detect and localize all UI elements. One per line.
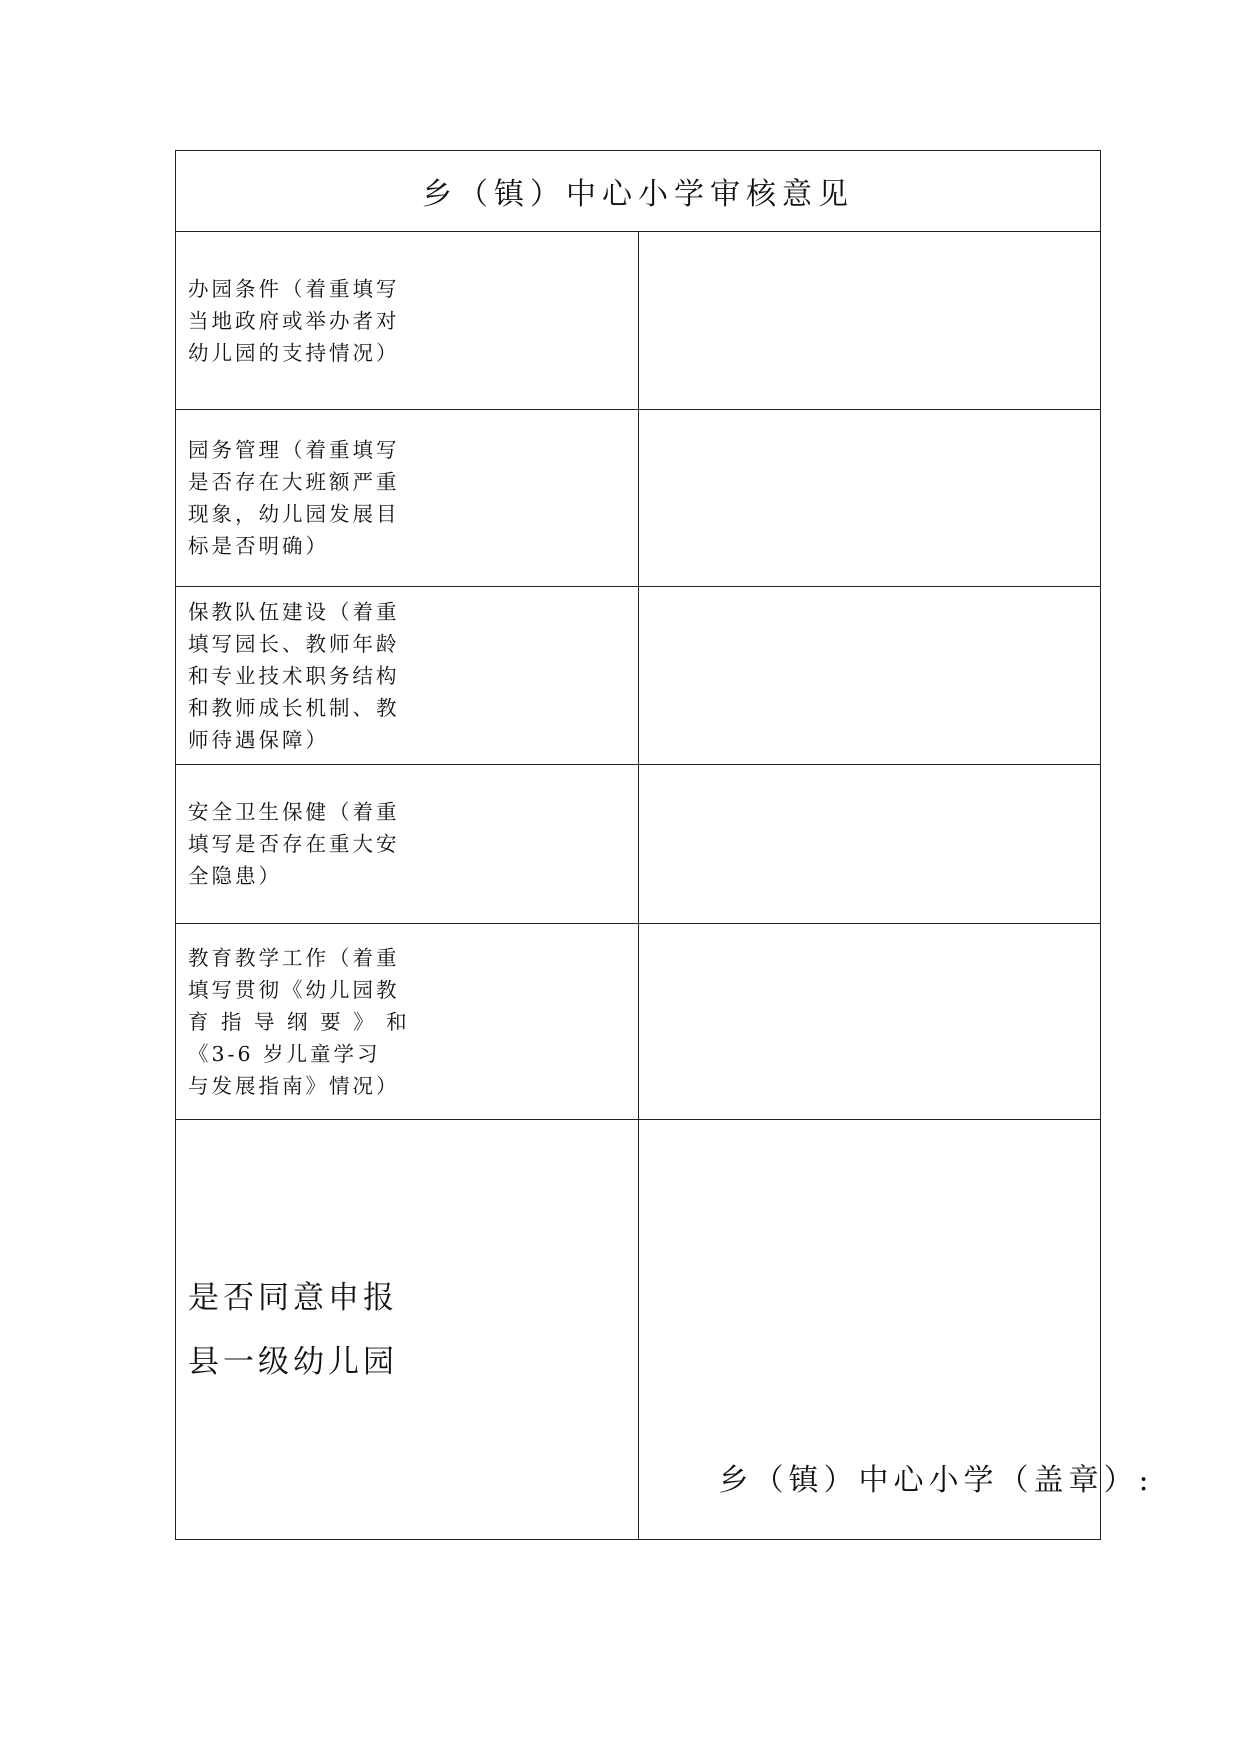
- form-row: [176, 410, 1101, 587]
- opinion-field-school-conditions[interactable]: [638, 232, 1101, 410]
- form-row: [176, 924, 1101, 1120]
- row-label-teaching: 教育教学工作（着重 填写贯彻《幼儿园教 育 指 导 纲 要 》 和 《3-6 岁儿童学习 与发展指南》情况）: [176, 924, 639, 1120]
- form-row: [176, 587, 1101, 765]
- opinion-field-teaching[interactable]: [638, 924, 1101, 1120]
- final-row: [176, 1120, 1101, 1540]
- opinion-field-staff[interactable]: [638, 587, 1101, 765]
- row-label-safety-health: 安全卫生保健（着重 填写是否存在重大安 全隐患）: [176, 765, 639, 924]
- review-opinion-form: [175, 150, 1154, 1540]
- row-label-staff: 保教队伍建设（着重 填写园长、教师年龄 和专业技术职务结构 和教师成长机制、教 师待遇保障）: [176, 587, 639, 765]
- title-row: [176, 151, 1101, 232]
- form-title: 乡（镇）中心小学审核意见: [176, 151, 1101, 232]
- form-row: [176, 232, 1101, 410]
- approval-opinion-field[interactable]: [638, 1120, 1154, 1540]
- row-label-approval: 是否同意申报 县一级幼儿园: [176, 1120, 639, 1540]
- opinion-field-management[interactable]: [638, 410, 1101, 587]
- row-label-school-conditions: 办园条件（着重填写 当地政府或举办者对 幼儿园的支持情况）: [176, 232, 639, 410]
- row-label-management: 园务管理（着重填写 是否存在大班额严重 现象，幼儿园发展目 标是否明确）: [176, 410, 639, 587]
- seal-label: 乡（镇）中心小学（盖章）:: [718, 1463, 1154, 1498]
- opinion-field-safety-health[interactable]: [638, 765, 1101, 924]
- form-row: [176, 765, 1101, 924]
